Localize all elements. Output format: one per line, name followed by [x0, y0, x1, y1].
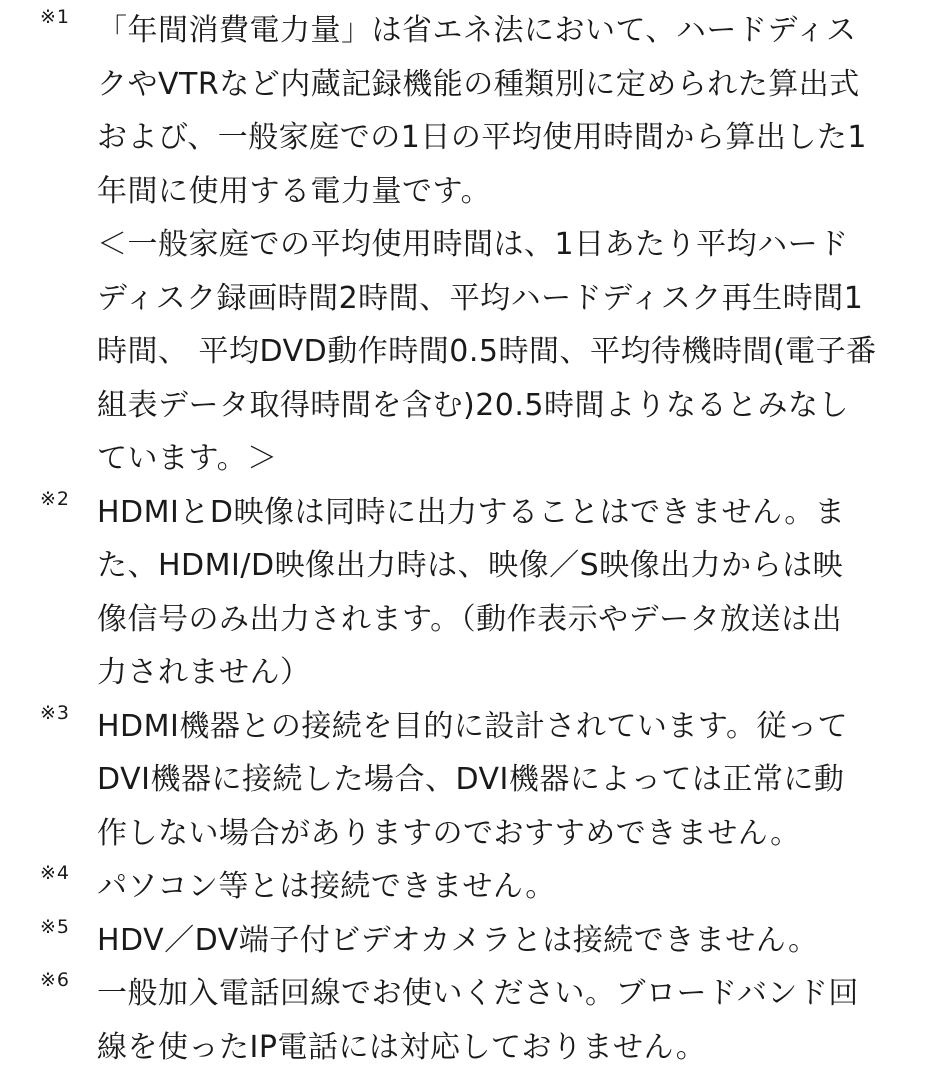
footnote-line: 組表データ取得時間を含む)20.5時間よりなるとみなし	[97, 387, 850, 423]
footnote-4	[0, 860, 937, 914]
footnote-line: クやVTRなど内蔵記録機能の種類別に定められた算出式	[97, 66, 860, 102]
footnote-3	[0, 700, 937, 861]
footnote-line: HDV／DV端子付ビデオカメラとは接続できません。	[97, 922, 819, 958]
footnote-mark: ※1	[40, 6, 71, 28]
footnote-line: DVI機器に接続した場合、DVI機器によっては正常に動	[97, 762, 845, 797]
footnote-6	[0, 967, 937, 1074]
footnote-line: ＜一般家庭での平均使用時間は、1日あたり平均ハード	[97, 227, 849, 262]
footnote-line: パソコン等とは接続できません。	[97, 869, 556, 904]
footnote-line: ディスク録画時間2時間、平均ハードディスク再生時間1	[97, 280, 864, 316]
footnote-line: 作しない場合がありますのでおすすめできません。	[97, 815, 801, 851]
footnote-5	[0, 914, 937, 968]
footnote-mark: ※3	[40, 701, 71, 724]
footnote-line: 時間、 平均DVD動作時間0.5時間、平均待機時間(電子番	[97, 334, 877, 369]
footnote-mark: ※4	[40, 862, 71, 884]
footnote-line: および、一般家庭での1日の平均使用時間から算出した1	[97, 120, 867, 155]
footnote-line: 一般加入電話回線でお使いください。ブロードバンド回	[97, 976, 859, 1011]
footnote-text	[97, 700, 905, 861]
footnote-text	[97, 967, 905, 1074]
footnote-mark: ※6	[40, 969, 71, 991]
footnote-mark: ※2	[40, 487, 71, 510]
footnote-mark: ※5	[40, 915, 71, 938]
footnote-text	[97, 4, 905, 486]
footnote-2	[0, 486, 937, 700]
footnote-line: 像信号のみ出力されます。（動作表示やデータ放送は出	[97, 601, 843, 637]
footnote-line: HDMIとD映像は同時に出力することはできません。ま	[97, 494, 846, 530]
footnote-line: 力されません）	[97, 655, 311, 690]
footnote-line: ています。＞	[97, 441, 278, 476]
footnote-line: HDMI機器との接続を目的に設計されています。従って	[97, 708, 848, 744]
footnote-line: た、HDMI/D映像出力時は、映像／S映像出力からは映	[97, 548, 844, 583]
footnote-text	[97, 486, 905, 700]
footnote-text	[97, 914, 905, 968]
footnote-line: 年間に使用する電力量です。	[97, 173, 492, 209]
footnote-1	[0, 4, 937, 486]
footnote-line: 「年間消費電力量」は省エネ法において、ハードディス	[97, 13, 857, 48]
footnote-text	[97, 860, 905, 914]
footnote-line: 線を使ったIP電話には対応しておりません。	[97, 1029, 707, 1065]
